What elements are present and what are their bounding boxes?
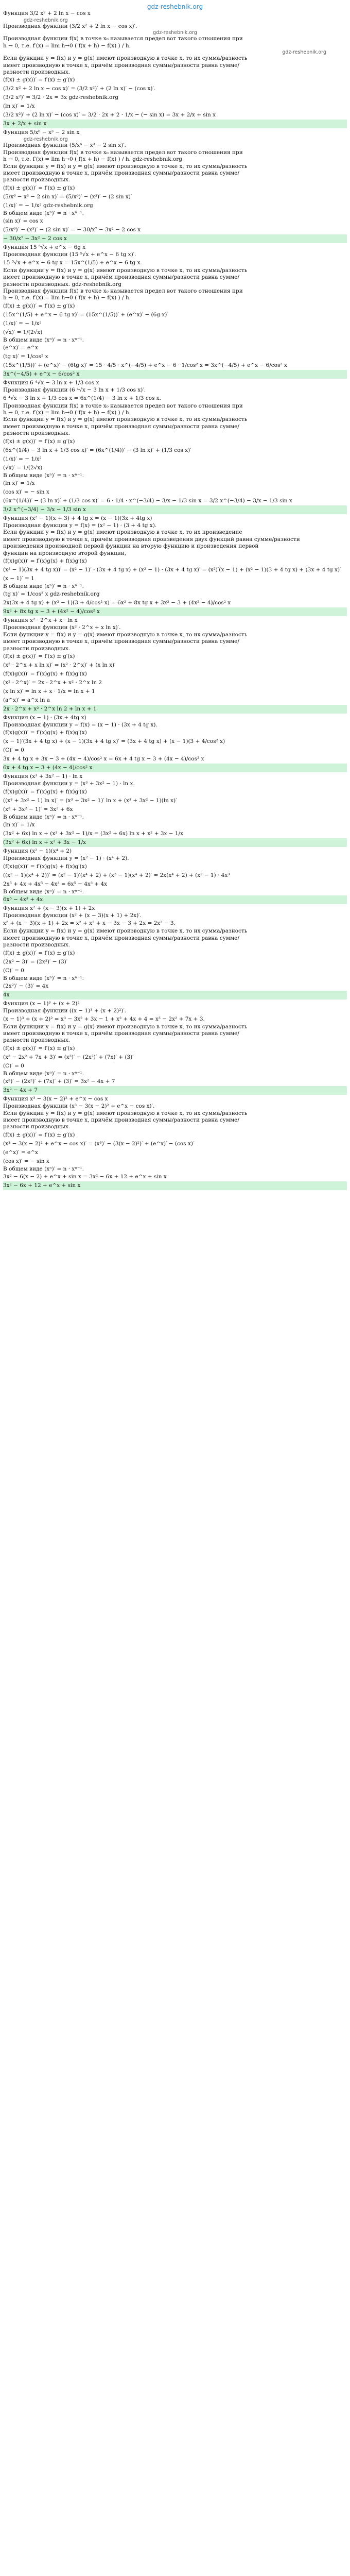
formula-line: (√x)′ = 1/(2√x): [3, 464, 43, 471]
text-line: разности производных.: [3, 1037, 71, 1044]
text-line: Производная функции (x² · 2^x + x ln x)′.: [3, 624, 121, 631]
text-line: имеет производную в точке x, причём производная суммы/разности равна сумме/: [3, 638, 239, 645]
text-line: В общем виде (xⁿ)′ = n · xⁿ⁻¹.: [3, 975, 84, 981]
formula-line: 2x(3x + 4 tg x) + (x² − 1)(3 + 4/cos² x) = 6x² + 8x tg x + 3x² − 3 + (4x² − 4)/cos² x: [3, 600, 231, 606]
formula-line: (e^x)′ = e^x: [3, 1149, 38, 1156]
answer-line: 6x + 4 tg x − 3 + (4x − 4)/cos² x: [3, 764, 347, 772]
formula-line: (f(x) ± g(x))′ = f′(x) ± g′(x): [3, 438, 75, 445]
text-line: имеет производную в точке x, причём производная произведения двух функций равна сумме/разности: [3, 536, 300, 543]
answer-line: 3x + 2/x + sin x: [3, 120, 347, 128]
text-line: функции на производную второй функции,: [3, 550, 127, 556]
text-line: Производная функции y = f(x) = (x² − 1) · (3 + 4 tg x).: [3, 522, 157, 529]
text-line: В общем виде (xⁿ)′ = n · xⁿ⁻¹.: [3, 1070, 84, 1077]
text-line: Если функции y = f(x) и y = g(x) имеют производную в точке x, то их сумма/разность: [3, 1023, 248, 1030]
text-line: Производная функции f(x) в точке x₀ называется предел вот такого отношения при: [3, 149, 243, 156]
watermark: gdz-reshebnik.org: [24, 137, 68, 143]
task-heading: Функция 15 ⁵√x + e^x − 6g x: [3, 244, 86, 251]
formula-line: 15 ⁵√x + e^x − 6 tg x = 15x^(1/5) + e^x − 6 tg x.: [3, 259, 142, 266]
answer-line: 3x^(−4/5) + e^x − 6/cos² x: [3, 370, 347, 379]
task-heading: Функция x² · 2^x + x · ln x: [3, 617, 78, 624]
formula-line: (3/2 x²)′ = 3/2 · 2x = 3x gdz-reshebnik.org: [3, 94, 119, 101]
formula-line: ((x³ + 3x² − 1) ln x)′ = (x³ + 3x² − 1)′ ln x + (x³ + 3x² − 1)(ln x)′: [3, 797, 177, 804]
formula-line: (ln x)′ = 1/x: [3, 480, 35, 486]
text-line: Производная функции (15 ⁵√x + e^x − 6 tg x)′.: [3, 251, 136, 258]
text-line: h → 0, т.е. f′(x) = lim h→0 ( f(x + h) − f(x) ) / h.: [3, 295, 131, 301]
formula-line: (sin x)′ = cos x: [3, 218, 43, 225]
formula-line: (f(x)g(x))′ = f′(x)g(x) + f(x)g′(x): [3, 558, 87, 564]
formula-line: (2x² − 3)′ = (2x²)′ − (3)′: [3, 958, 68, 965]
site-header: [3, 0, 347, 9]
watermark: gdz-reshebnik.org: [282, 49, 326, 56]
formula-line: (1/x)′ = − 1/x²: [3, 455, 42, 462]
formula-line: (x² · 2^x + x ln x)′ = (x² · 2^x)′ + (x ln x)′: [3, 662, 116, 669]
formula-line: (15x^(1/5))′ + (e^x)′ − (6tg x)′ = 15 · 4/5 · x^(−4/5) + e^x − 6 · 1/cos² x = 3x^(−4/5) + e^x − 6/cos² x: [3, 362, 287, 369]
text-line: h → 0, т.е. f′(x) = lim h→0 ( f(x + h) − f(x) ) / h. gdz-reshebnik.org: [3, 156, 183, 163]
task-heading: Функция x² + (x − 3)(x + 1) + 2x: [3, 905, 95, 912]
formula-line: (f(x) ± g(x))′ = f′(x) ± g′(x): [3, 302, 75, 309]
text-line: Производная функции f(x) в точке x₀ называется предел вот такого отношения при: [3, 36, 243, 42]
text-line: имеет производную в точке x, причём производная суммы/разности равна сумме/: [3, 935, 239, 941]
formula-line: (1/x)′ = − 1/x² gdz-reshebnik.org: [3, 202, 93, 209]
task-heading: Функция (x³ + 3x² − 1) · ln x: [3, 773, 83, 780]
formula-line: (5/x⁶ − x³ − 2 sin x)′ = (5/x⁶)′ − (x³)′ − (2 sin x)′: [3, 193, 132, 200]
formula-line: (f(x) ± g(x))′ = f′(x) ± g′(x): [3, 653, 75, 660]
task-heading: Функция (x − 1)³ + (x + 2)²: [3, 1001, 80, 1007]
formula-line: (cos x)′ = − sin x: [3, 488, 49, 495]
text-line: Производная функции (5/x⁶ − x³ − 2 sin x)′.: [3, 142, 127, 149]
formula-line: (ln x)′ = 1/x: [3, 103, 35, 110]
text-line: Производная функции y = (x³ + 3x² − 1) · ln x.: [3, 781, 135, 787]
text-line: имеет производную в точке x, причём производная суммы/разности равна сумме/: [3, 62, 239, 69]
text-line: разности производных. gdz-reshebnik.org: [3, 281, 122, 287]
answer-line: 6x⁵ − 4x³ + 4x: [3, 895, 347, 904]
formula-line: (e^x)′ = e^x: [3, 345, 38, 351]
formula-line: (ln x)′ = 1/x: [3, 822, 35, 828]
task-heading: Функция (x² − 1)(x + 3) + 4 tg x = (x − 1)(3x + 4tg x): [3, 515, 152, 521]
formula-line: (x² − 1)(3x + 4 tg x))′ = (x² − 1)′ · (3x + 4 tg x) + (x² − 1) · (3x + 4 tg x)′ = (x²)′(x − 1) + (x² − 1)(3 + 4 tg x) + (3x + 4 tg x)′: [3, 567, 341, 573]
formula-line: (x² · 2^x)′ = 2x · 2^x + x² · 2^x ln 2: [3, 680, 102, 686]
task-heading: Функция x³ − 3(x − 2)² + e^x − cos x: [3, 1096, 108, 1103]
formula-line: (tg x)′ = 1/cos² x: [3, 353, 48, 360]
formula-line: (x − 1)³ + (x + 2)² = x³ − 3x² + 3x − 1 + x² + 4x + 4 = x³ − 2x² + 7x + 3.: [3, 1015, 205, 1022]
text-line: имеет производную в точке x, причём производная суммы/разности равна сумме/: [3, 170, 239, 177]
text-line: Производная функции y = f(x) = (x − 1) · (3x + 4 tg x).: [3, 722, 157, 728]
formula-line: (C)′ = 0: [3, 747, 24, 754]
text-line: h → 0, т.е. f′(x) = lim h→0 ( f(x + h) − f(x) ) / h.: [3, 42, 131, 49]
text-line: разности производных.: [3, 177, 71, 183]
text-line: разности производных.: [3, 645, 71, 652]
text-line: Производная функции y = (x² − 1) · (x⁴ + 2).: [3, 855, 129, 862]
text-line: Производная функции (x³ − 3(x − 2)² + e^x − cos x)′.: [3, 1103, 155, 1110]
formula-line: (6x^(1/4) − 3 ln x + 1/3 cos x)′ = (6x^(1/4))′ − (3 ln x)′ + (1/3 cos x)′: [3, 447, 191, 453]
formula-line: (x³ − 2x² + 7x + 3)′ = (x³)′ − (2x²)′ + (7x)′ + (3)′: [3, 1054, 134, 1060]
formula-line: (f(x) ± g(x))′ = f′(x) ± g′(x): [3, 184, 75, 191]
task-heading: Функция (x² − 1)(x⁴ + 2): [3, 848, 72, 855]
answer-line: 2x · 2^x + x² · 2^x ln 2 + ln x + 1: [3, 705, 347, 714]
text-line: разности производных.: [3, 69, 71, 76]
text-line: разности производных.: [3, 1124, 71, 1130]
formula-line: (x − 1)′ = 1: [3, 575, 34, 582]
text-line: Производная функции f(x) в точке x₀ называется предел вот такого отношения при: [3, 287, 243, 294]
text-line: Если функции y = f(x) и y = g(x) имеют производную в точке x, то их сумма/разность: [3, 267, 248, 274]
formula-line: (f(x)g(x))′ = f′(x)g(x) + f(x)g′(x): [3, 788, 87, 795]
formula-line: (f(x) ± g(x))′ = f′(x) ± g′(x): [3, 1131, 75, 1138]
task-heading: Функция 5/x⁶ − x³ − 2 sin x: [3, 129, 80, 136]
formula-line: (tg x)′ = 1/cos² x gdz-reshebnik.org: [3, 591, 100, 598]
text-line: В общем виде (xⁿ)′ = n · xⁿ⁻¹.: [3, 472, 84, 479]
text-line: Производная функции ((x − 1)³ + (x + 2)²)′.: [3, 1008, 127, 1014]
text-line: имеет производную в точке x, причём производная суммы/разности равна сумме/: [3, 1030, 239, 1037]
text-line: В общем виде (xⁿ)′ = n · xⁿ⁻¹.: [3, 336, 84, 343]
formula-line: (f(x) ± g(x))′ = f′(x) ± g′(x): [3, 1045, 75, 1052]
formula-line: (f(x)g(x))′ = f′(x)g(x) + f(x)g′(x): [3, 671, 87, 677]
formula-line: (cos x)′ = − sin x: [3, 1158, 49, 1164]
answer-line: (3x² + 6x) ln x + x² + 3x − 1/x: [3, 838, 347, 847]
text-line: Производная функции (3/2 x² + 2 ln x − cos x)′.: [3, 23, 137, 29]
formula-line: 3x + 4 tg x + 3x − 3 + (4x − 4)/cos² x = 6x + 4 tg x − 3 + (4x − 4)/cos² x: [3, 756, 204, 762]
formula-line: (f(x) ± g(x))′ = f′(x) ± g′(x): [3, 77, 75, 83]
formula-line: (a^x)′ = a^x ln a: [3, 697, 50, 704]
formula-line: ((x² − 1)(x⁴ + 2))′ = (x² − 1)′(x⁴ + 2) + (x² − 1)(x⁴ + 2)′ = 2x(x⁴ + 2) + (x² − 1) · 4x³: [3, 872, 230, 878]
watermark: gdz-reshebnik.org: [153, 30, 197, 36]
answer-line: 9x² + 8x tg x − 3 + (4x² − 4)/cos² x: [3, 607, 347, 616]
answer-line: 3/2 x^(−3/4) − 3/x − 1/3 sin x: [3, 505, 347, 514]
answer-line: 4x: [3, 991, 347, 999]
text-line: Если функции y = f(x) и y = g(x) имеют производную в точке x, то их произведение: [3, 529, 242, 536]
formula-line: (f(x)g(x))′ = f′(x)g(x) + f(x)g′(x): [3, 730, 87, 736]
text-line: произведения производной первой функции на вторую функцию и произведения первой: [3, 543, 259, 550]
text-line: h → 0, т.е. f′(x) = lim h→0 ( f(x + h) − f(x) ) / h.: [3, 409, 131, 416]
text-line: разности производных.: [3, 942, 71, 948]
task-heading: Функция 6 ⁴√x − 3 ln x + 1/3 cos x: [3, 380, 99, 386]
answer-line: 3x² − 6x + 12 + e^x + sin x: [3, 1181, 347, 1190]
formula-line: (3/2 x² + 2 ln x − cos x)′ = (3/2 x²)′ + (2 ln x)′ − (cos x)′.: [3, 86, 156, 92]
answer-line: − 30/x⁷ − 3x² − 2 cos x: [3, 234, 347, 243]
formula-line: (x − 1)′(3x + 4 tg x) + (x − 1)(3x + 4 tg x)′ = (3x + 4 tg x) + (x − 1)(3 + 4/cos² x): [3, 738, 225, 745]
watermark: gdz-reshebnik.org: [24, 18, 68, 23]
formula-line: (3x² + 6x) ln x + (x³ + 3x² − 1)/x = (3x² + 6x) ln x + x² + 3x − 1/x: [3, 831, 184, 837]
formula-line: (f(x) ± g(x))′ = f′(x) ± g′(x): [3, 950, 75, 956]
formula-line: (√x)′ = 1/(2√x): [3, 329, 43, 335]
formula-line: (x ln x)′ = ln x + x · 1/x = ln x + 1: [3, 688, 95, 695]
text-line: В общем виде (xⁿ)′ = n · xⁿ⁻¹.: [3, 210, 84, 216]
text-line: Если функции y = f(x) и y = g(x) имеют производную в точке x, то их сумма/разность: [3, 163, 248, 170]
formula-line: (x³ − 3(x − 2)² + e^x − cos x)′ = (x³)′ − (3(x − 2)²)′ + (e^x)′ − (cos x)′: [3, 1140, 195, 1147]
text-line: Производная функции (x² + (x − 3)(x + 1) + 2x)′.: [3, 912, 142, 919]
text-line: В общем виде (xⁿ)′ = n · xⁿ⁻¹.: [3, 888, 84, 895]
formula-line: 3x² − 6(x − 2) + e^x + sin x = 3x² − 6x + 12 + e^x + sin x: [3, 1174, 167, 1180]
formula-line: (C)′ = 0: [3, 1062, 24, 1069]
text-line: имеет производную в точке x, причём производная суммы/разности равна сумме/: [3, 423, 239, 430]
formula-line: x² + (x − 3)(x + 1) + 2x = x² + x² + x − 3x − 3 + 2x = 2x² − 3.: [3, 920, 176, 927]
formula-line: 2x⁵ + 4x + 4x⁵ − 4x³ = 6x⁵ − 4x³ + 4x: [3, 880, 108, 887]
text-line: Если функции y = f(x) и y = g(x) имеют производную в точке x, то их сумма/разность: [3, 631, 248, 638]
answer-line: 3x² − 4x + 7: [3, 1086, 347, 1095]
task-heading: Функция 3/2 x² + 2 ln x − cos x: [3, 10, 91, 16]
formula-line: 6 ⁴√x − 3 ln x + 1/3 cos x = 6x^(1/4) − 3 ln x + 1/3 cos x.: [3, 395, 162, 401]
text-line: В общем виде (xⁿ)′ = n · xⁿ⁻¹.: [3, 583, 84, 589]
formula-line: (C)′ = 0: [3, 967, 24, 974]
text-line: разности производных.: [3, 430, 71, 437]
formula-line: (5/x⁶)′ − (x³)′ − (2 sin x)′ = − 30/x⁷ − 3x² − 2 cos x: [3, 227, 141, 233]
text-line: имеет производную в точке x, причём производная суммы/разности равна сумме/: [3, 1116, 239, 1123]
formula-line: (2x²)′ − (3)′ = 4x: [3, 983, 49, 990]
site-link[interactable]: gdz-reshebnik.org: [147, 3, 203, 10]
text-line: В общем виде (xⁿ)′ = n · xⁿ⁻¹.: [3, 1165, 84, 1172]
formula-line: (3/2 x²)′ + (2 ln x)′ − (cos x)′ = 3/2 · 2x + 2 · 1/x − (− sin x) = 3x + 2/x + sin x: [3, 112, 216, 118]
formula-line: (15x^(1/5) + e^x − 6 tg x)′ = (15x^(1/5))′ + (e^x)′ − (6g x)′: [3, 311, 168, 318]
text-line: Если функции y = f(x) и y = g(x) имеют производную в точке x, то их сумма/разность: [3, 416, 248, 423]
text-line: Если функции y = f(x) и y = g(x) имеют производную в точке x, то их сумма/разность: [3, 1110, 248, 1116]
text-line: Производная функции (6 ⁴√x − 3 ln x + 1/3 cos x)′.: [3, 387, 146, 394]
solution-content: [3, 9, 347, 1190]
text-line: Если функции y = f(x) и y = g(x) имеют производную в точке x, то их сумма/разность: [3, 55, 248, 62]
task-heading: Функция (x − 1) · (3x + 4tg x): [3, 715, 86, 721]
formula-line: (x³ + 3x² − 1)′ = 3x² + 6x: [3, 806, 73, 812]
text-line: Если функции y = f(x) и y = g(x) имеют производную в точке x, то их сумма/разность: [3, 928, 248, 935]
text-line: имеет производную в точке x, причём производная суммы/разности равна сумме/: [3, 274, 239, 281]
formula-line: (6x^(1/4))′ − (3 ln x)′ + (1/3 cos x)′ = 6 · 1/4 · x^(−3/4) − 3/x − 1/3 sin x = 3/2 x^(−3/4) − 3/x − 1/3 sin x: [3, 497, 292, 504]
formula-line: (x³)′ − (2x²)′ + (7x)′ + (3)′ = 3x² − 4x + 7: [3, 1078, 115, 1085]
text-line: В общем виде (xⁿ)′ = n · xⁿ⁻¹.: [3, 814, 84, 820]
formula-line: (f(x)g(x))′ = f′(x)g(x) + f(x)g′(x): [3, 863, 87, 870]
formula-line: (1/x)′ = − 1/x²: [3, 320, 42, 327]
text-line: Производная функции f(x) в точке x₀ называется предел вот такого отношения при: [3, 402, 243, 409]
